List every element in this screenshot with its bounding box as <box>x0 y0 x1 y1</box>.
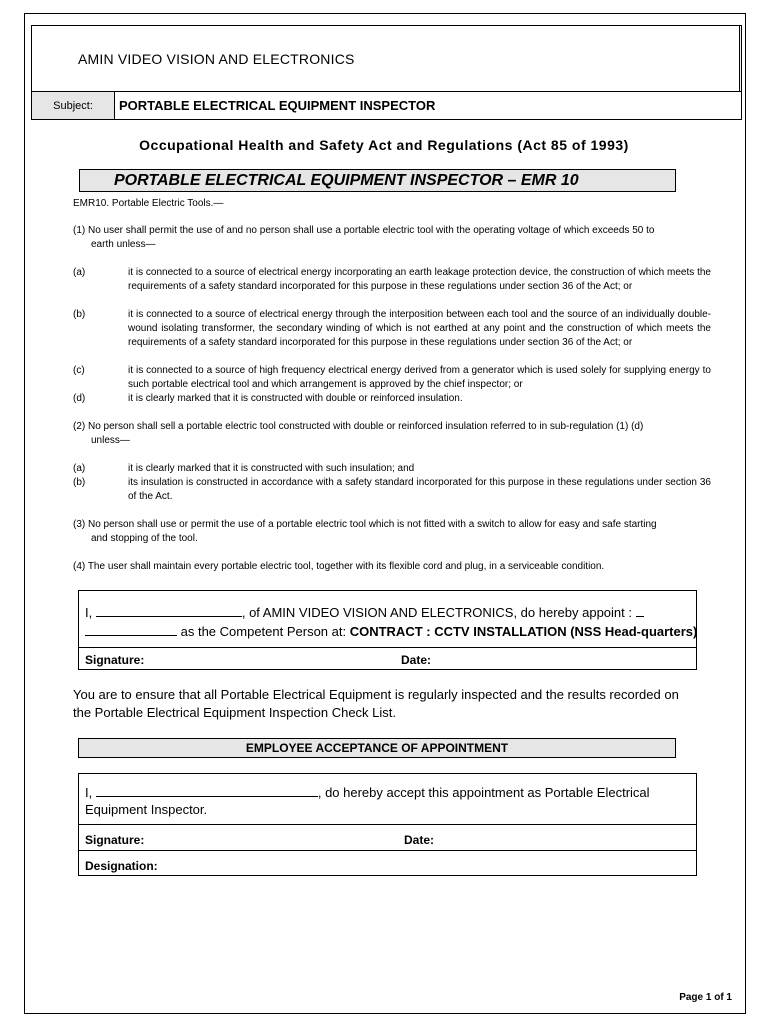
contract-name: CONTRACT : CCTV INSTALLATION (NSS Head-quarters) <box>349 624 698 639</box>
appointment-of-text: , of AMIN VIDEO VISION AND ELECTRONICS, do hereby appoint : <box>241 605 636 620</box>
appointer-name-field[interactable] <box>96 604 242 617</box>
paragraph-4: (4) The user shall maintain every portable electric tool, together with its flexible cord and plug, in a serviceable condition. <box>73 561 605 572</box>
logo-placeholder <box>739 26 741 92</box>
appointee-name-field-start[interactable] <box>636 604 644 617</box>
item-text: it is connected to a source of electrical energy incorporating an earth leakage protection device, the construction of which meets the requirements of a safety standard incorporated for this purpose in these regulations under section 36 of the Act; or <box>128 267 711 292</box>
acceptance-signature-row <box>79 824 696 850</box>
paragraph-3-text: (3) No person shall use or permit the use of a portable electric tool which is not fitted with a switch to allow for easy and safe starting <box>73 519 657 530</box>
item-label: (b) <box>73 477 86 488</box>
subject-label: Subject: <box>32 92 115 120</box>
designation-label: Designation: <box>85 859 158 873</box>
paragraph-2-text: (2) No person shall sell a portable electric tool constructed with double or reinforced insulation referred to in sub-regulation (1) (d) <box>73 421 644 432</box>
document-header <box>31 25 742 120</box>
paragraph-3-continuation: and stopping of the tool. <box>91 533 198 544</box>
item-text: it is clearly marked that it is constructed with such insulation; and <box>128 463 415 474</box>
acceptance-title: EMPLOYEE ACCEPTANCE OF APPOINTMENT <box>78 738 676 758</box>
acceptance-designation-row <box>79 850 696 876</box>
paragraph-1 <box>73 224 711 252</box>
appointment-box <box>78 590 697 670</box>
paragraph-1-text: (1) No user shall permit the use of and no person shall use a portable electric tool with the operating voltage of which exceeds 50 to <box>73 225 655 236</box>
acceptor-name-field[interactable] <box>96 784 318 797</box>
acceptance-statement: , do hereby accept this appointment as Portable Electrical Equipment Inspector. <box>85 785 650 817</box>
document-title: PORTABLE ELECTRICAL EQUIPMENT INSPECTOR – EMR 10 <box>79 169 676 192</box>
subject-value: PORTABLE ELECTRICAL EQUIPMENT INSPECTOR <box>115 92 742 120</box>
item-label: (d) <box>73 393 86 404</box>
item-label: (b) <box>73 309 86 320</box>
paragraph-2-continuation: unless— <box>91 435 130 446</box>
item-label: (a) <box>73 267 86 278</box>
paragraph-1-continuation: earth unless— <box>91 239 156 250</box>
page-number: Page 1 of 1 <box>679 992 732 1003</box>
signature-label: Signature: <box>85 653 145 667</box>
item-label: (c) <box>73 365 85 376</box>
paragraph-2 <box>73 420 711 448</box>
regulation-heading: EMR10. Portable Electric Tools.— <box>73 198 224 209</box>
appointment-line-1 <box>85 604 644 620</box>
item-text: it is clearly marked that it is constructed with double or reinforced insulation. <box>128 393 463 404</box>
company-name: AMIN VIDEO VISION AND ELECTRONICS <box>32 26 740 92</box>
appointment-as-text: as the Competent Person at: <box>177 624 350 639</box>
item-text: its insulation is constructed in accordance with a safety standard incorporated for this purpose in these regulations under section 36 of the Act. <box>128 477 711 502</box>
acceptance-box <box>78 773 697 876</box>
paragraph-3 <box>73 518 711 546</box>
appointment-line-2 <box>85 623 697 639</box>
act-title: Occupational Health and Safety Act and Regulations (Act 85 of 1993) <box>139 137 629 153</box>
acceptance-text <box>85 784 695 818</box>
signature-label: Signature: <box>85 833 145 847</box>
appointment-signature-row <box>79 647 696 671</box>
item-label: (a) <box>73 463 86 474</box>
acceptor-prefix: I, <box>85 785 96 800</box>
date-label: Date: <box>401 653 432 667</box>
item-text: it is connected to a source of electrical energy through the interposition between each tool and the source of an individually double-wound isolating transformer, the secondary winding of which is not earthed at any point and the construction of which meets the requirements of a safety standard incorporated for this purpose in these regulations under section 36 of the Act; or <box>128 309 711 348</box>
appointee-name-field[interactable] <box>85 623 177 636</box>
instruction-text: You are to ensure that all Portable Electrical Equipment is regularly inspected and the results recorded on the Portable Electrical Equipment Inspection Check List. <box>73 687 679 720</box>
appointer-prefix: I, <box>85 605 96 620</box>
date-label: Date: <box>404 833 435 847</box>
item-text: it is connected to a source of high frequency electrical energy derived from a generator which is used solely for supplying energy to such portable electrical tool and which arrangement is approved by the chief inspector; or <box>128 365 711 390</box>
